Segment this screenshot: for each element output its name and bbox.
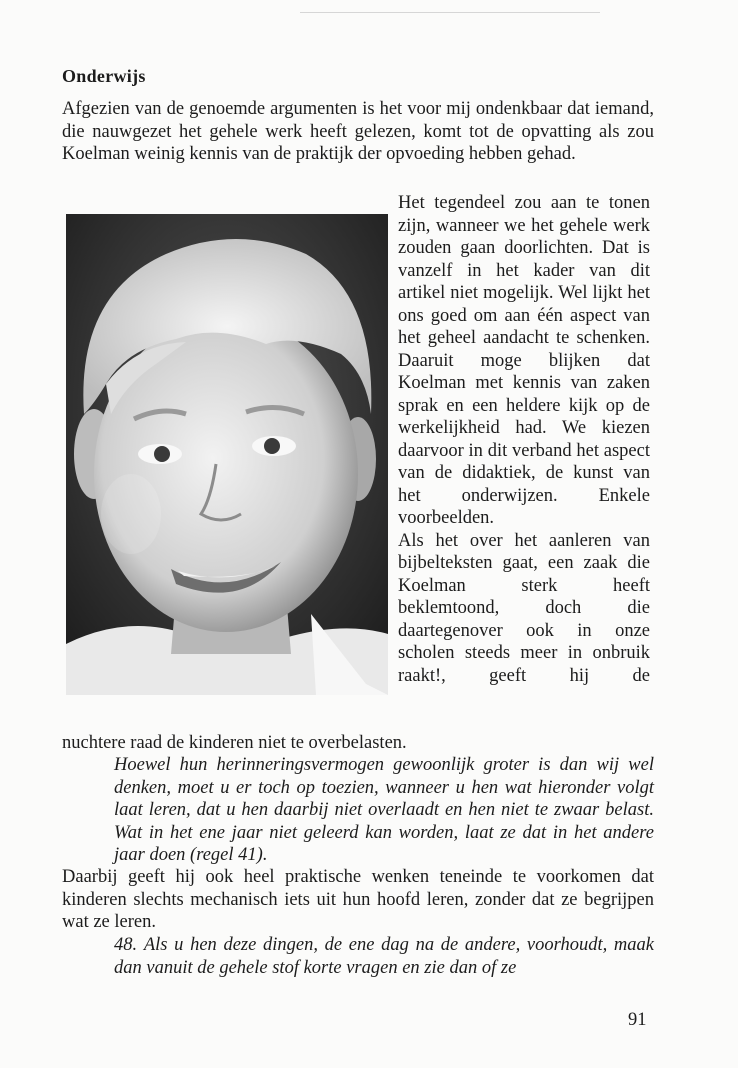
right-column-paragraph-1: Het tegendeel zou aan te tonen zijn, wanneer we het gehele werk zouden gaan doorlichten. Dat is vanzelf in het kader van dit artikel niet mogelijk. Wel lijkt het ons goed om aan één aspect van het geheel aandacht te schenken. Daaruit moge blijken dat Koelman met kennis van zaken sprak en een heldere kijk op de werkelijkheid had. We kiezen daarvoor in dit verband het aspect van de didaktiek, de kunst van het onderwijzen. Enkele voorbeelden. [398,193,650,528]
paragraph-continuation: nuchtere raad de kinderen niet te overbelasten. [62,733,407,753]
quote-text: Als u hen deze dingen, de ene dag na de andere, voorhoudt, maak dan vanuit de gehele stof korte vragen en zie dan of ze [114,935,654,978]
quote-number: 48. [114,935,138,955]
quote-block-1: Hoewel hun herinneringsvermogen gewoonlijk groter is dan wij wel denken, moet u er toch op toezien, wanneer u hen wat hieronder volgt laat leren, dat u hen daarbij niet overlaadt en hen niet te zwaar belast. Wat in het ene jaar niet geleerd kan worden, laat ze dat in het andere jaar doen (regel 41). [114,755,654,865]
section-heading: Onderwijs [62,66,146,86]
portrait-photo [66,214,388,695]
page-edge [300,12,600,13]
page-number: 91 [628,1010,647,1030]
quote-block-2 [114,934,654,979]
right-column-paragraph-2: Als het over het aanleren van bijbelteksten gaat, een zaak die Koelman sterk heeft beklemtoond, doch die daartegenover ook in onze scholen steeds meer in onbruik raakt!, geeft hij de [398,530,650,686]
paragraph-3: Daarbij geeft hij ook heel praktische wenken teneinde te voorkomen dat kinderen slechts mechanisch iets uit hun hoofd leren, zonder dat ze begrijpen wat ze leren. [62,867,654,932]
intro-paragraph: Afgezien van de genoemde argumenten is het voor mij ondenkbaar dat iemand, die nauwgezet het gehele werk heeft gelezen, komt tot de opvatting als zou Koelman weinig kennis van de praktijk der opvoeding hebben gehad. [62,99,654,164]
right-column-text [398,192,650,687]
